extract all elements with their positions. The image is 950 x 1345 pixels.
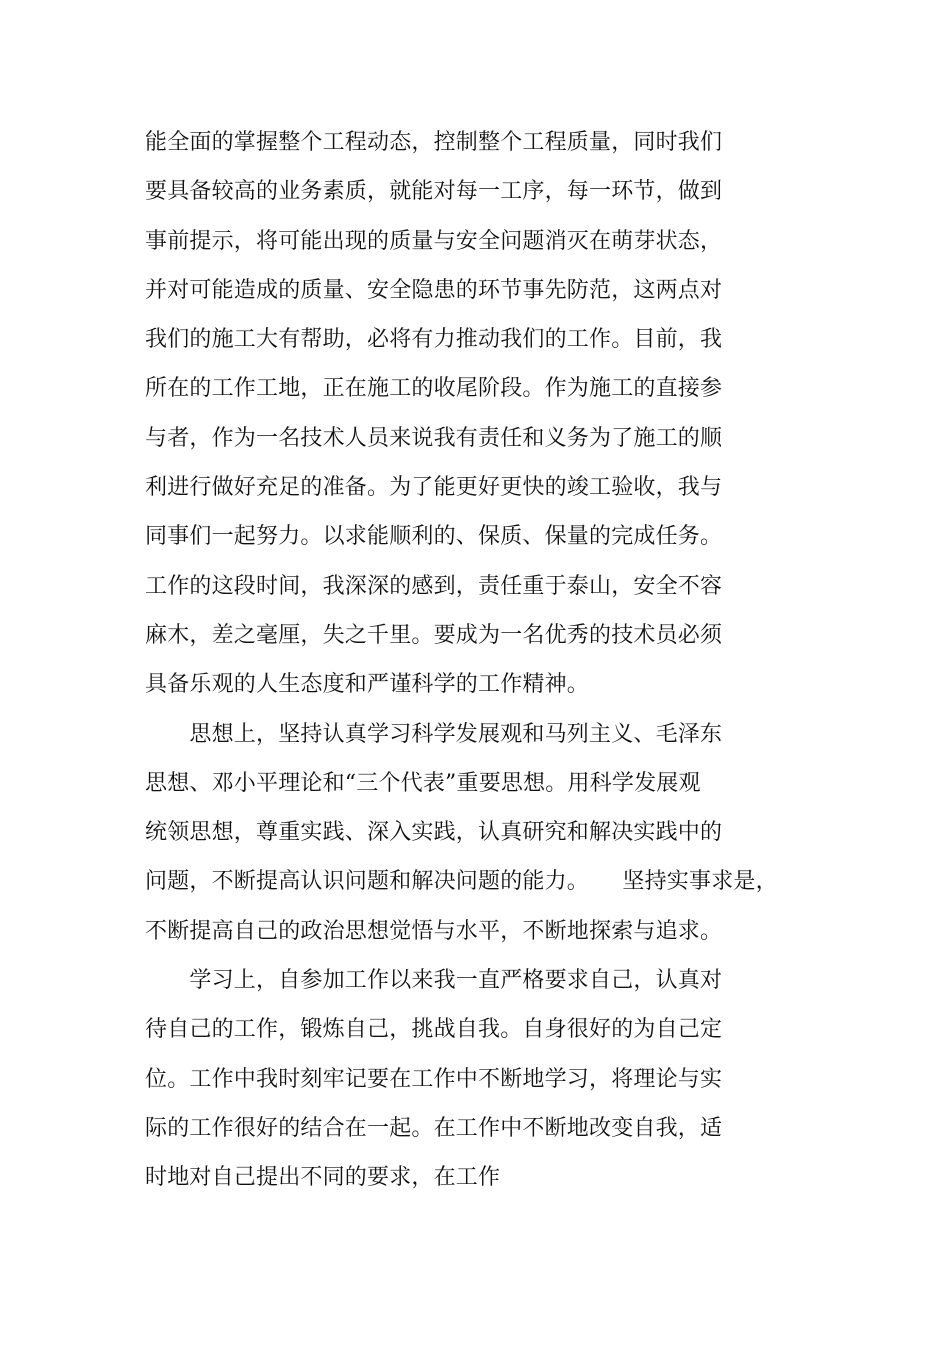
text-line: 统领思想，尊重实践、深入实践，认真研究和解决实践中的 <box>145 820 723 846</box>
text-line: 思想、邓小平理论和“三个代表”重要思想。用科学发展观 <box>145 770 701 796</box>
text-line: 工作的这段时间，我深深的感到，责任重于泰山，安全不容 <box>145 573 723 599</box>
paragraph-start-line: 思想上，坚持认真学习科学发展观和马列主义、毛泽东 <box>145 721 723 747</box>
body-text <box>145 118 805 1203</box>
text-line: 要具备较高的业务素质，就能对每一工序，每一环节，做到 <box>145 179 723 205</box>
text-line: 能全面的掌握整个工程动态，控制整个工程质量，同时我们 <box>145 130 723 155</box>
text-line: 我们的施工大有帮助，必将有力推动我们的工作。目前，我 <box>145 327 723 353</box>
text-line: 时地对自己提出不同的要求，在工作 <box>145 1165 501 1191</box>
text-line: 位。工作中我时刻牢记要在工作中不断地学习，将理论与实 <box>145 1066 723 1092</box>
text-line: 不断提高自己的政治思想觉悟与水平，不断地探索与追求。 <box>145 918 723 944</box>
text-line: 同事们一起努力。以求能顺利的、保质、保量的完成任务。 <box>145 524 723 550</box>
text-line: 利进行做好充足的准备。为了能更好更快的竣工验收，我与 <box>145 475 723 501</box>
text-line: 与者，作为一名技术人员来说我有责任和义务为了施工的顺 <box>145 425 723 451</box>
text-line: 麻木，差之毫厘，失之千里。要成为一名优秀的技术员必须 <box>145 622 723 648</box>
text-line: 际的工作很好的结合在一起。在工作中不断地改变自我，适 <box>145 1115 723 1141</box>
text-line: 并对可能造成的质量、安全隐患的环节事先防范，这两点对 <box>145 277 723 303</box>
text-line: 问题，不断提高认识问题和解决问题的能力。 坚持实事求是， <box>145 869 778 895</box>
text-line: 事前提示，将可能出现的质量与安全问题消灭在萌芽状态， <box>145 228 723 254</box>
paragraph-start-line: 学习上，自参加工作以来我一直严格要求自己，认真对 <box>145 968 723 994</box>
text-line: 待自己的工作，锻炼自己，挑战自我。自身很好的为自己定 <box>145 1017 723 1043</box>
text-line: 所在的工作工地，正在施工的收尾阶段。作为施工的直接参 <box>145 376 723 402</box>
text-line: 具备乐观的人生态度和严谨科学的工作精神。 <box>145 672 590 698</box>
